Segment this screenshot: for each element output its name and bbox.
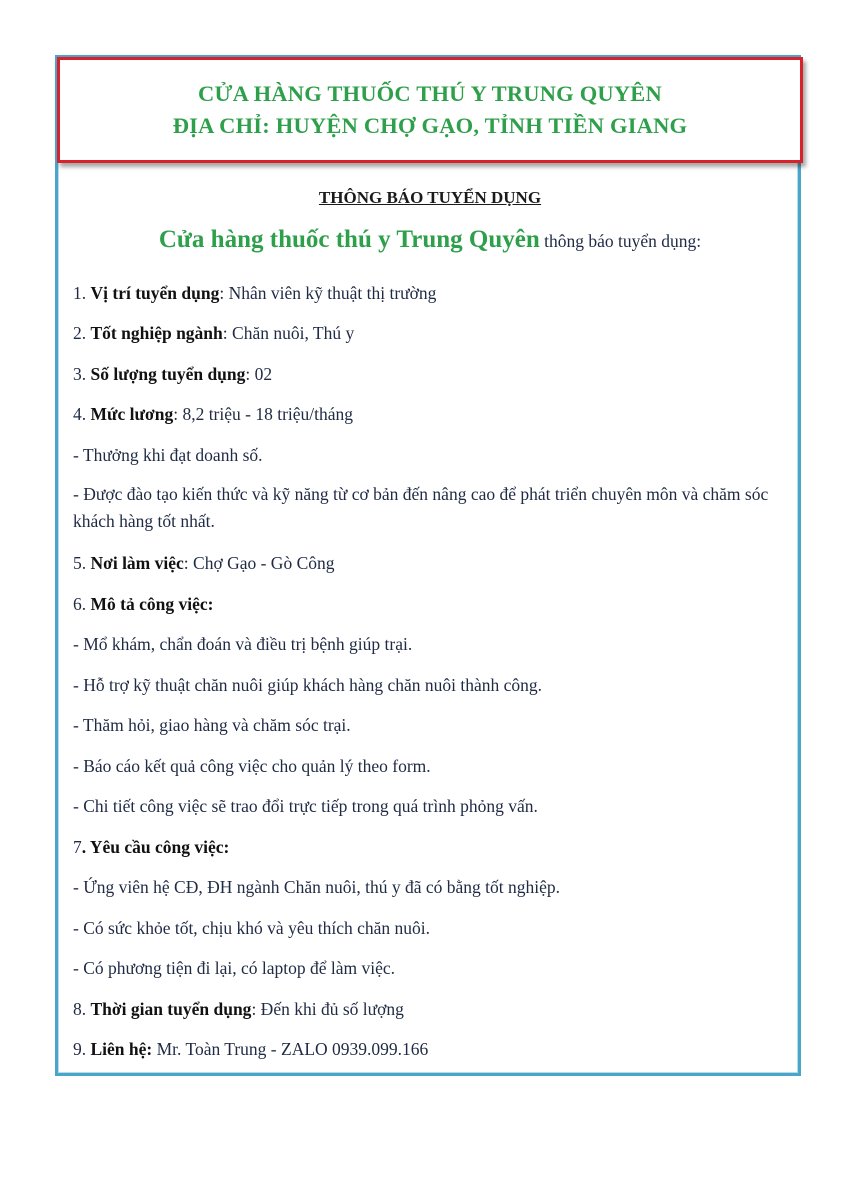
item-label: Thời gian tuyển dụng — [90, 999, 252, 1019]
item-value: : Chợ Gạo - Gò Công — [183, 553, 335, 573]
item-period — [73, 998, 404, 1020]
item-number: 7 — [73, 837, 82, 857]
item-salary — [73, 403, 353, 425]
store-address: ĐỊA CHỈ: HUYỆN CHỢ GẠO, TỈNH TIỀN GIANG — [172, 113, 688, 138]
item-label: Số lượng tuyển dụng — [90, 364, 246, 384]
item-position — [73, 282, 436, 304]
notice-intro — [0, 226, 848, 254]
bonus-note: - Thưởng khi đạt doanh số. — [73, 445, 263, 465]
item-number: 9. — [73, 1039, 91, 1059]
item-major — [73, 322, 354, 344]
item-number: 5. — [73, 553, 91, 573]
item-quantity — [73, 363, 272, 385]
intro-suffix: thông báo tuyển dụng: — [539, 231, 702, 251]
item-label: Nơi làm việc — [90, 553, 184, 573]
description-item: - Chi tiết công việc sẽ trao đổi trực tiếp trong quá trình phỏng vấn. — [73, 796, 538, 816]
item-number: 3. — [73, 364, 91, 384]
item-value: : Đến khi đủ số lượng — [251, 999, 404, 1019]
item-number: 4. — [73, 404, 91, 424]
item-label: Mô tả công việc: — [90, 594, 214, 614]
item-contact — [73, 1038, 428, 1060]
description-item: - Thăm hỏi, giao hàng và chăm sóc trại. — [73, 715, 351, 735]
item-value: : Nhân viên kỹ thuật thị trường — [219, 283, 437, 303]
item-value: : Chăn nuôi, Thú y — [222, 323, 355, 343]
description-item: - Mổ khám, chẩn đoán và điều trị bệnh giúp trại. — [73, 634, 413, 654]
store-name: CỬA HÀNG THUỐC THÚ Y TRUNG QUYÊN — [198, 81, 662, 106]
item-number: 6. — [73, 594, 91, 614]
item-value: Mr. Toàn Trung - ZALO 0939.099.166 — [152, 1039, 429, 1059]
item-label: Tốt nghiệp ngành — [90, 323, 223, 343]
description-item: - Hỗ trợ kỹ thuật chăn nuôi giúp khách hàng chăn nuôi thành công. — [73, 675, 543, 695]
item-location — [73, 552, 335, 574]
item-label: Mức lương — [90, 404, 174, 424]
intro-shop-name: Cửa hàng thuốc thú y Trung Quyên — [158, 226, 540, 253]
notice-title: THÔNG BÁO TUYỂN DỤNG — [318, 188, 542, 207]
item-requirements-heading — [73, 836, 229, 858]
item-value: : 8,2 triệu - 18 triệu/tháng — [173, 404, 354, 424]
item-label: Liên hệ: — [90, 1039, 153, 1059]
training-note: - Được đào tạo kiến thức và kỹ năng từ cơ bản đến nâng cao để phát triển chuyên môn và chăm sóc khách hàng tốt nhất. — [73, 484, 769, 531]
store-header — [57, 57, 803, 163]
item-label: Vị trí tuyển dụng — [90, 283, 220, 303]
requirement-item: - Có sức khỏe tốt, chịu khó và yêu thích chăn nuôi. — [73, 918, 430, 938]
item-label: . Yêu cầu công việc: — [81, 837, 230, 857]
item-value: : 02 — [245, 364, 273, 384]
requirement-item: - Ứng viên hệ CĐ, ĐH ngành Chăn nuôi, thú y đã có bằng tốt nghiệp. — [73, 877, 560, 897]
description-item: - Báo cáo kết quả công việc cho quản lý theo form. — [73, 756, 431, 776]
item-number: 1. — [73, 283, 91, 303]
item-number: 2. — [73, 323, 91, 343]
requirement-item: - Có phương tiện đi lại, có laptop để làm việc. — [73, 958, 395, 978]
item-description-heading — [73, 593, 213, 615]
item-number: 8. — [73, 999, 91, 1019]
